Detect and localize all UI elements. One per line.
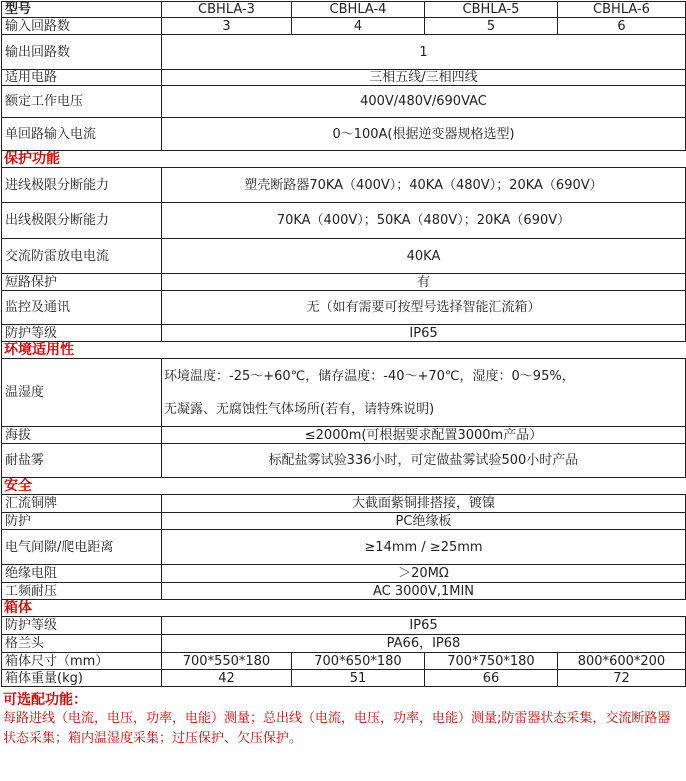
weight-value: 51 xyxy=(292,670,425,687)
circuit-row xyxy=(2,70,686,86)
optional-features-text: 每路进线（电流，电压，功率，电能）测量；总出线（电流，电压，功率，电能）测量;防雷器状态采集，交流断路器状态采集；箱内温湿度采集；过压保护、欠压保护。 xyxy=(3,711,671,746)
inlet-breaking-row xyxy=(2,168,686,203)
monitoring-row xyxy=(2,291,686,325)
clearance-value: ≥14mm / ≥25mm xyxy=(162,530,686,565)
input-current-label: 单回路输入电流 xyxy=(2,118,162,151)
rated-voltage-value: 400V/480V/690VAC xyxy=(162,86,686,118)
busbar-row xyxy=(2,495,686,513)
input-circuits-value: 5 xyxy=(425,18,558,35)
gland-label: 格兰头 xyxy=(2,635,162,653)
size-label: 箱体尺寸（mm） xyxy=(2,653,162,670)
protection-section xyxy=(2,151,686,168)
enclosure-ip-label: 防护等级 xyxy=(2,617,162,635)
outlet-breaking-row xyxy=(2,203,686,239)
input-circuits-label: 输入回路数 xyxy=(2,18,162,35)
input-circuits-row xyxy=(2,18,686,35)
environment-section-title: 环境适用性 xyxy=(2,342,686,359)
temp-humidity-line-2: 无凝露、无腐蚀性气体场所(若有，请特殊说明) xyxy=(164,401,435,417)
protection-section-title: 保护功能 xyxy=(2,151,686,168)
inlet-breaking-label: 进线极限分断能力 xyxy=(2,168,162,203)
input-circuits-value: 4 xyxy=(292,18,425,35)
shield-row xyxy=(2,513,686,530)
protection-ip-row xyxy=(2,325,686,342)
surge-label: 交流防雷放电电流 xyxy=(2,239,162,274)
model-cbhla-5: CBHLA-5 xyxy=(425,2,558,18)
model-label: 型号 xyxy=(2,2,162,18)
environment-section xyxy=(2,342,686,359)
spec-table xyxy=(1,1,686,687)
rated-voltage-label: 额定工作电压 xyxy=(2,86,162,118)
clearance-row xyxy=(2,530,686,565)
insulation-row xyxy=(2,565,686,583)
clearance-label: 电气间隙/爬电距离 xyxy=(2,530,162,565)
enclosure-section-title: 箱体 xyxy=(2,600,686,617)
model-cbhla-3: CBHLA-3 xyxy=(162,2,292,18)
weight-value: 42 xyxy=(162,670,292,687)
input-circuits-value: 6 xyxy=(558,18,686,35)
output-circuits-label: 输出回路数 xyxy=(2,35,162,70)
rated-voltage-row xyxy=(2,86,686,118)
shield-value: PC绝缘板 xyxy=(162,513,686,530)
weight-value: 72 xyxy=(558,670,686,687)
altitude-value: ≤2000m(可根据要求配置3000m产品） xyxy=(162,427,686,444)
size-value: 700*650*180 xyxy=(292,653,425,670)
altitude-row xyxy=(2,427,686,444)
altitude-label: 海拔 xyxy=(2,427,162,444)
input-current-value: 0～100A(根据逆变器规格选型) xyxy=(162,118,686,151)
input-circuits-value: 3 xyxy=(162,18,292,35)
salt-spray-value: 标配盐雾试验336小时，可定做盐雾试验500小时产品 xyxy=(162,444,686,478)
optional-features-title: 可选配功能： xyxy=(3,692,87,708)
inlet-breaking-value: 塑壳断路器70KA（400V）；40KA（480V）；20KA（690V） xyxy=(162,168,686,203)
withstand-value: AC 3000V,1MIN xyxy=(162,583,686,600)
busbar-value: 大截面紫铜排搭接，镀镍 xyxy=(162,495,686,513)
safety-section xyxy=(2,478,686,495)
monitoring-label: 监控及通讯 xyxy=(2,291,162,325)
size-row xyxy=(2,653,686,670)
size-value: 700*750*180 xyxy=(425,653,558,670)
weight-label: 箱体重量(kg) xyxy=(2,670,162,687)
circuit-value: 三相五线/三相四线 xyxy=(162,70,686,86)
weight-value: 66 xyxy=(425,670,558,687)
shield-label: 防护 xyxy=(2,513,162,530)
salt-spray-label: 耐盐雾 xyxy=(2,444,162,478)
enclosure-ip-value: IP65 xyxy=(162,617,686,635)
surge-value: 40KA xyxy=(162,239,686,274)
insulation-label: 绝缘电阻 xyxy=(2,565,162,583)
enclosure-section xyxy=(2,600,686,617)
withstand-label: 工频耐压 xyxy=(2,583,162,600)
surge-row xyxy=(2,239,686,274)
size-value: 700*550*180 xyxy=(162,653,292,670)
gland-row xyxy=(2,635,686,653)
temp-humidity-value xyxy=(162,359,686,427)
outlet-breaking-value: 70KA（400V）；50KA（480V）；20KA（690V） xyxy=(162,203,686,239)
monitoring-value: 无（如有需要可按型号选择智能汇流箱） xyxy=(162,291,686,325)
gland-value: PA66，IP68 xyxy=(162,635,686,653)
busbar-label: 汇流铜牌 xyxy=(2,495,162,513)
short-circuit-value: 有 xyxy=(162,274,686,291)
enclosure-ip-row xyxy=(2,617,686,635)
weight-row xyxy=(2,670,686,687)
size-value: 800*600*200 xyxy=(558,653,686,670)
safety-section-title: 安全 xyxy=(2,478,686,495)
output-circuits-value: 1 xyxy=(162,35,686,70)
circuit-label: 适用电路 xyxy=(2,70,162,86)
output-circuits-row xyxy=(2,35,686,70)
salt-spray-row xyxy=(2,444,686,478)
short-circuit-label: 短路保护 xyxy=(2,274,162,291)
model-cbhla-4: CBHLA-4 xyxy=(292,2,425,18)
header-row xyxy=(2,2,686,18)
input-current-row xyxy=(2,118,686,151)
insulation-value: ＞20MΩ xyxy=(162,565,686,583)
outlet-breaking-label: 出线极限分断能力 xyxy=(2,203,162,239)
model-cbhla-6: CBHLA-6 xyxy=(558,2,686,18)
temp-humidity-label: 温湿度 xyxy=(2,359,162,427)
temp-humidity-row xyxy=(2,359,686,427)
temp-humidity-line-1: 环境温度：-25～+60℃，储存温度：-40～+70℃，湿度：0～95%， xyxy=(164,368,575,384)
withstand-row xyxy=(2,583,686,600)
protection-ip-value: IP65 xyxy=(162,325,686,342)
protection-ip-label: 防护等级 xyxy=(2,325,162,342)
short-circuit-row xyxy=(2,274,686,291)
